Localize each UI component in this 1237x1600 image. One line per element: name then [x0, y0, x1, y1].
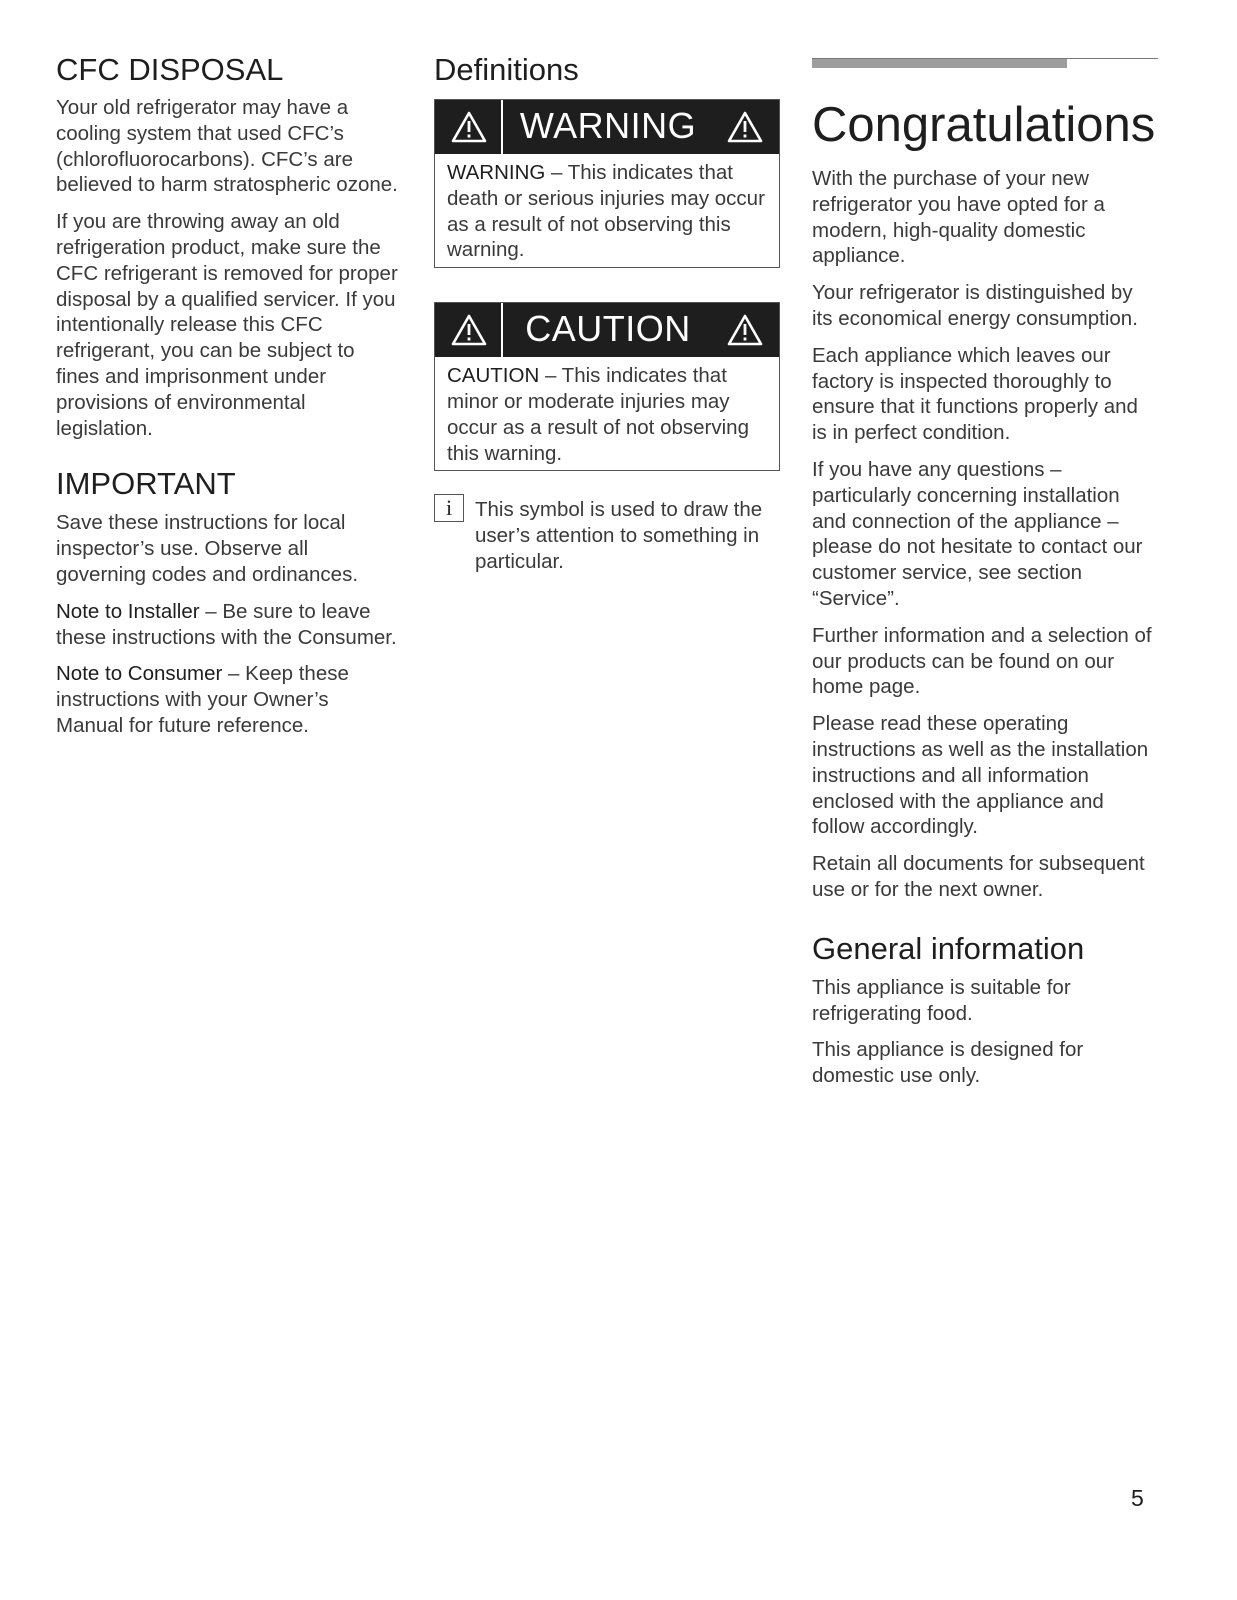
congratulations-paragraph: Further information and a selection of our products can be found on our home page.	[812, 623, 1152, 699]
middle-column	[434, 0, 780, 586]
warning-triangle-icon	[726, 313, 764, 347]
cfc-disposal-heading: CFC DISPOSAL	[56, 52, 284, 87]
warning-text	[447, 160, 767, 263]
header-rule	[812, 58, 1158, 68]
caution-header	[435, 303, 779, 357]
warning-triangle-icon	[450, 313, 488, 347]
page-number: 5	[1131, 1485, 1144, 1511]
caution-box	[434, 302, 780, 471]
note-to-installer-label: Note to Installer	[56, 599, 200, 623]
warning-header	[435, 100, 779, 154]
important-heading: IMPORTANT	[56, 466, 236, 502]
info-note	[434, 493, 780, 585]
general-paragraph: This appliance is suitable for refrigerating food.	[812, 975, 1071, 1025]
note-to-consumer-text: – Keep these instructions with your Owner’s Manual for future reference.	[56, 662, 349, 737]
caution-header-label: CAUTION	[525, 308, 691, 350]
general-paragraph: This appliance is designed for domestic use only.	[812, 1038, 1084, 1088]
cfc-paragraph-2: If you are throwing away an old refrigeration product, make sure the CFC refrigerant is removed for proper disposal by a qualified servicer. If you intentionally release this CFC refrigerant, you can be subject to fines and imprisonment under provisions of environmental legislation.	[56, 210, 398, 440]
warning-label: WARNING	[447, 161, 546, 184]
congratulations-heading: Congratulations	[812, 98, 1156, 152]
congratulations-paragraph: Your refrigerator is distinguished by its economical energy consumption.	[812, 281, 1138, 330]
congratulations-paragraph: If you have any questions – particularly concerning installation and connection of the appliance – please do not hesitate to contact our customer service, see section “Service”.	[812, 457, 1143, 610]
right-column	[812, 0, 1158, 1100]
note-to-installer	[56, 599, 401, 651]
note-to-consumer	[56, 661, 401, 738]
congratulations-paragraph: Please read these operating instructions as well as the installation instructions and all information enclosed with the appliance and follow accordingly.	[812, 712, 1149, 839]
warning-box	[434, 99, 780, 268]
warning-header-label: WARNING	[519, 105, 697, 147]
general-information-heading: General information	[812, 930, 1085, 966]
warning-triangle-icon	[450, 110, 488, 144]
caution-label: CAUTION	[447, 364, 540, 388]
important-paragraph: Save these instructions for local inspector’s use. Observe all governing codes and ordinances.	[56, 511, 359, 586]
congratulations-paragraph: With the purchase of your new refrigerator you have opted for a modern, high-quality domestic appliance.	[812, 167, 1105, 268]
congratulations-paragraph: Retain all documents for subsequent use or for the next owner.	[812, 852, 1145, 901]
note-to-installer-text: – Be sure to leave these instructions with the Consumer.	[56, 599, 397, 649]
warning-body	[435, 154, 779, 267]
caution-description: – This indicates that minor or moderate injuries may occur as a result of not observing this warning.	[447, 364, 749, 465]
caution-text	[447, 363, 767, 466]
cfc-paragraph-1: Your old refrigerator may have a cooling system that used CFC’s (chlorofluorocarbons). CFC’s are believed to harm stratospheric ozone.	[56, 96, 398, 197]
left-column	[56, 0, 401, 750]
warning-triangle-icon	[726, 110, 764, 144]
info-icon: i	[434, 494, 464, 522]
note-to-consumer-label: Note to Consumer	[56, 662, 223, 686]
header-rule-thick	[812, 59, 1067, 68]
info-text: This symbol is used to draw the user’s attention to something in particular.	[475, 498, 763, 573]
warning-description: – This indicates that death or serious injuries may occur as a result of not observing this warning.	[447, 161, 765, 262]
caution-body	[435, 357, 779, 470]
definitions-heading: Definitions	[434, 52, 579, 87]
congratulations-paragraph: Each appliance which leaves our factory is inspected thoroughly to ensure that it functions properly and is in perfect condition.	[812, 343, 1138, 445]
